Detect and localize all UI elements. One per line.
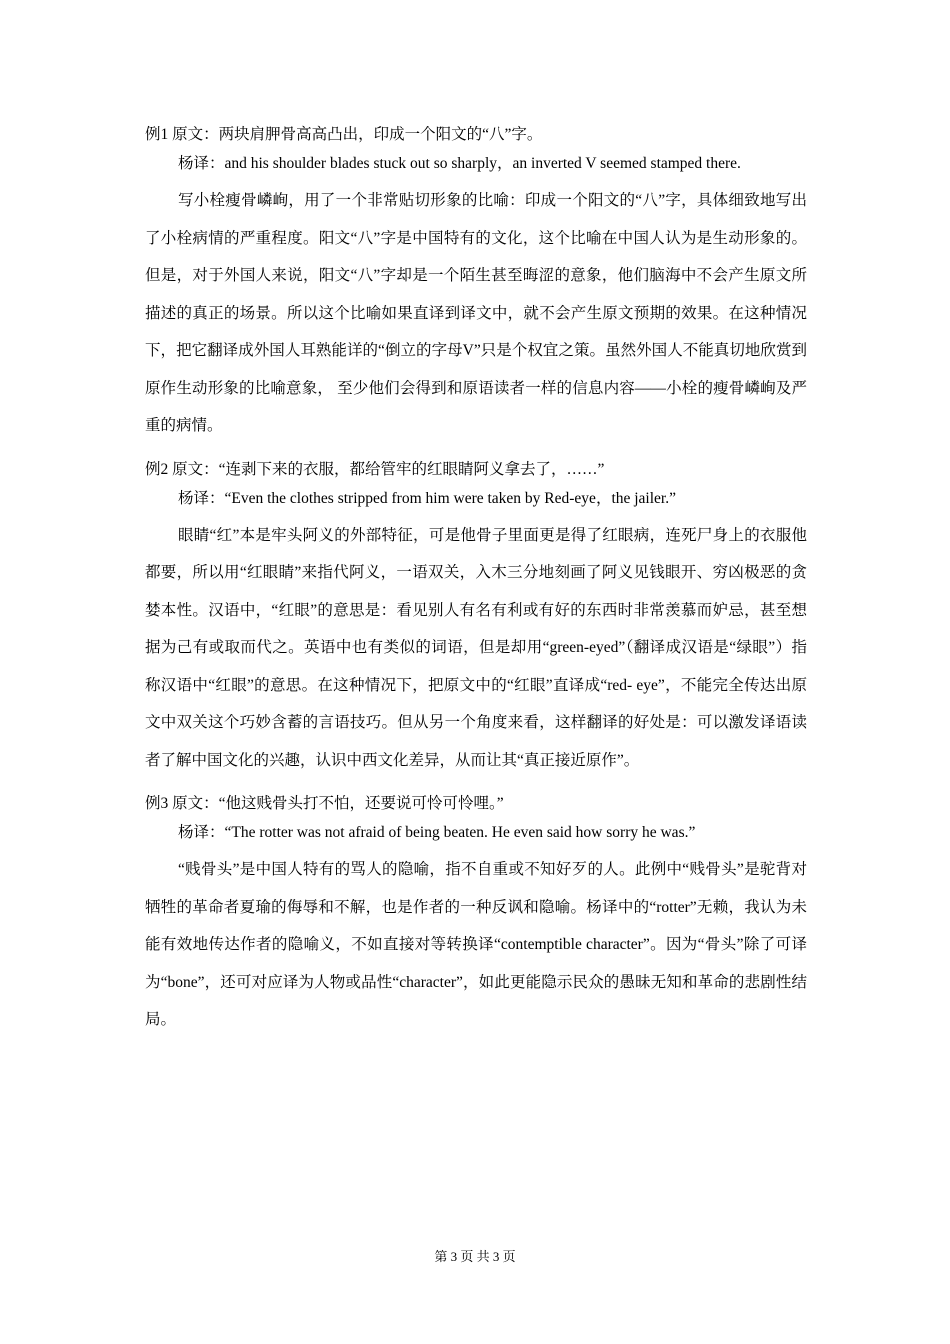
example-1-commentary: 写小栓瘦骨嶙峋，用了一个非常贴切形象的比喻：印成一个阳文的“八”字，具体细致地写出了小栓病情的严重程度。阳文“八”字是中国特有的文化，这个比喻在中国人认为是生动形象的。但是，对于外国人来说，阳文“八”字却是一个陌生甚至晦涩的意象，他们脑海中不会产生原文所描述的真正的场景。所以这个比喻如果直译到译文中，就不会产生原文预期的效果。在这种情况下，把它翻译成外国人耳熟能详的“倒立的字母V”只是个权宜之策。虽然外国人不能真切地欣赏到原作生动形象的比喻意象， 至少他们会得到和原语读者一样的信息内容——小栓的瘦骨嶙峋及严重的病情。: [145, 192, 807, 434]
example-1: [145, 124, 807, 445]
example-2-commentary: 眼睛“红”本是牢头阿义的外部特征，可是他骨子里面更是得了红眼病，连死尸身上的衣服他都要，所以用“红眼睛”来指代阿义，一语双关，入木三分地刻画了阿义见钱眼开、穷凶极恶的贪婪本性。汉语中，“红眼”的意思是：看见别人有名有利或有好的东西时非常羡慕而妒忌，甚至想据为己有或取而代之。英语中也有类似的词语，但是却用“green-eyed”（翻译成汉语是“绿眼”）指称汉语中“红眼”的意思。在这种情况下，把原文中的“红眼”直译成“red- eye”，不能完全传达出原文中双关这个巧妙含蓄的言语技巧。但从另一个角度来看，这样翻译的好处是：可以激发译语读者了解中国文化的兴趣，认识中西文化差异，从而让其“真正接近原作”。: [145, 526, 807, 769]
example-2-original: 例2 原文：“连剥下来的衣服，都给管牢的红眼睛阿义拿去了，……”: [145, 460, 605, 478]
example-3-yang-translation: 杨译：“The rotter was not afraid of being beaten. He even said how sorry he was.”: [178, 824, 696, 841]
example-3-original: 例3 原文：“他这贱骨头打不怕，还要说可怜可怜哩。”: [145, 795, 504, 812]
example-2: [145, 459, 807, 780]
example-1-original: 例1 原文：两块肩胛骨高高凸出，印成一个阳文的“八”字。: [145, 126, 543, 143]
example-1-yang-translation: 杨译：and his shoulder blades stuck out so sharply，an inverted V seemed stamped there.: [178, 155, 741, 172]
example-2-yang-translation: 杨译：“Even the clothes stripped from him were taken by Red-eye，the jailer.”: [178, 489, 676, 507]
example-3-commentary: “贱骨头”是中国人特有的骂人的隐喻，指不自重或不知好歹的人。此例中“贱骨头”是驼背对牺牲的革命者夏瑜的侮辱和不解，也是作者的一种反讽和隐喻。杨译中的“rotter”无赖，我认为未能有效地传达作者的隐喻义，不如直接对等转换译“contemptible character”。因为“骨头”除了可译为“bone”，还可对应译为人物或品性“character”，如此更能隐示民众的愚昧无知和革命的悲剧性结局。: [145, 861, 807, 1028]
page-footer: [0, 1248, 950, 1266]
example-3: [145, 793, 807, 1039]
page-number: 第 3 页 共 3 页: [434, 1249, 516, 1264]
document-body: [145, 124, 807, 1053]
